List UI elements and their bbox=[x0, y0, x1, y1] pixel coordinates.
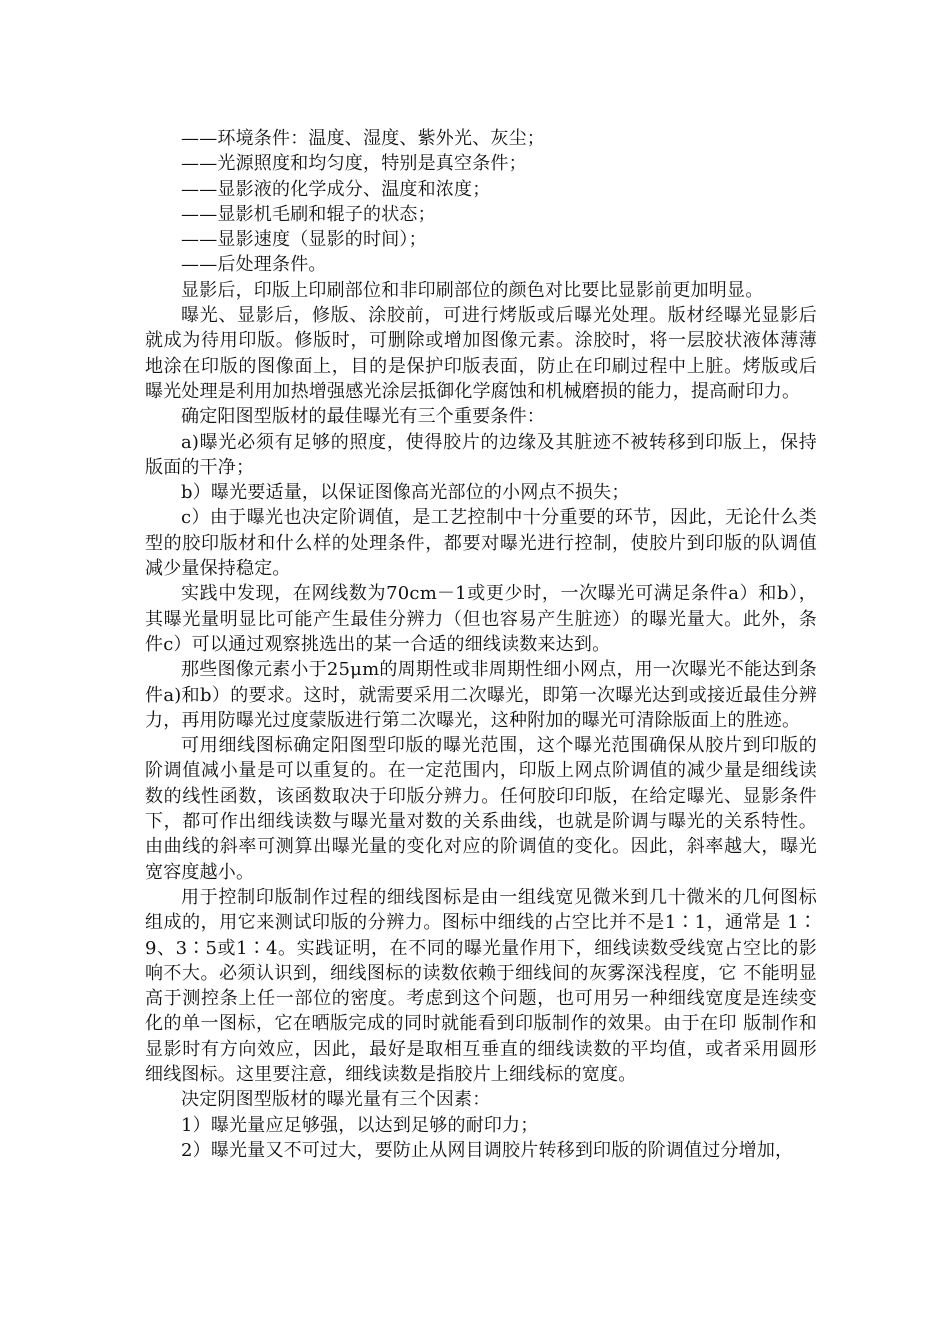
list-item: ——显影速度（显影的时间）； bbox=[181, 229, 427, 251]
paragraph: 曝光、显影后，修版、涂胶前，可进行烤版或后曝光处理。版材经曝光显影后就成为待用印版。修版时，可删除或增加图像元素。涂胶时，将一层胶状液体薄薄地涂在印版的图像面上，目的是保护印版表面，防止在印刷过程中上脏。烤版或后曝光处理是利用加热增强感光涂层抵御化学腐蚀和机械磨损的能力，提高耐印力。 bbox=[145, 305, 817, 402]
paragraph: 那些图像元素小于25μm的周期性或非周期性细小网点，用一次曝光不能达到条件a)和b）的要求。这时，就需要采用二次曝光，即第一次曝光达到或接近最佳分辨力，再用防曝光过度蒙版进行第二次曝光，这种附加的曝光可清除版面上的胜迹。 bbox=[145, 659, 817, 731]
paragraph: 可用细线图标确定阳图型印版的曝光范围，这个曝光范围确保从胶片到印版的阶调值减小量是可以重复的。在一定范围内，印版上网点阶调值的减少量是细线读 数的线性函数，该函数取决于印版分辨力。任何胶印印版，在给定曝光、显影条件下，都可作出细线读数与曝光量对数的关系曲线，也就是阶调与曝光的关系特性。 由曲线的斜率可测算出曝光量的变化对应的阶调值的变化。因此，斜率越大，曝光宽容度越小。 bbox=[145, 735, 817, 883]
list-item: ——显影液的化学成分、温度和浓度； bbox=[181, 178, 491, 200]
list-item: ——光源照度和均匀度，特别是真空条件； bbox=[181, 153, 527, 175]
paragraph: 实践中发现，在网线数为70cm－1或更少时，一次曝光可满足条件a）和b），其曝光量明显比可能产生最佳分辨力（但也容易产生脏迹）的曝光量大。此外，条件c）可以通过观察挑选出的某一合适的细线读数来达到。 bbox=[145, 583, 817, 655]
document-page bbox=[145, 126, 817, 1163]
paragraph: a)曝光必须有足够的照度，使得胶片的边缘及其脏迹不被转移到印版上，保持版面的干净； bbox=[145, 431, 817, 478]
paragraph: 确定阳图型版材的最佳曝光有三个重要条件： bbox=[181, 406, 545, 428]
paragraph: 2）曝光量又不可过大，要防止从网目调胶片转移到印版的阶调值过分增加， bbox=[181, 1139, 794, 1161]
paragraph: 决定阴图型版材的曝光量有三个因素： bbox=[181, 1089, 491, 1111]
paragraph: 用于控制印版制作过程的细线图标是由一组线宽见微米到几十微米的几何图标组成的，用它来测试印版的分辨力。图标中细线的占空比并不是1∶1，通常是 1∶9、3∶5或1∶4。实践证明，在不同的曝光量作用下，细线读数受线宽占空比的影响不大。必须认识到，细线图标的读数依赖于细线间的灰雾深浅程度，它 不能明显高于测控条上任一部位的密度。考虑到这个问题，也可用另一种细线宽度是连续变化的单一图标，它在晒版完成的同时就能看到印版制作的效果。由于在印 版制作和显影时有方向效应，因此，最好是取相互垂直的细线读数的平均值，或者采用圆形细线图标。这里要注意，细线读数是指胶片上细线标的宽度。 bbox=[145, 886, 817, 1085]
paragraph: 1）曝光量应足够强，以达到足够的耐印力； bbox=[181, 1114, 539, 1136]
paragraph: 显影后，印版上印刷部位和非印刷部位的颜色对比要比显影前更加明显。 bbox=[181, 279, 764, 301]
list-item: ——环境条件：温度、湿度、紫外光、灰尘； bbox=[181, 128, 545, 149]
paragraph: c）由于曝光也决定阶调值，是工艺控制中十分重要的环节，因此，无论什么类型的胶印版材和什么样的处理条件，都要对曝光进行控制，使胶片到印版的队调值减少量保持稳定。 bbox=[145, 507, 817, 580]
list-item: ——显影机毛刷和辊子的状态； bbox=[181, 203, 436, 225]
paragraph: b）曝光要适量，以保证图像高光部位的小网点不损失； bbox=[181, 482, 630, 504]
list-item: ——后处理条件。 bbox=[181, 254, 327, 276]
